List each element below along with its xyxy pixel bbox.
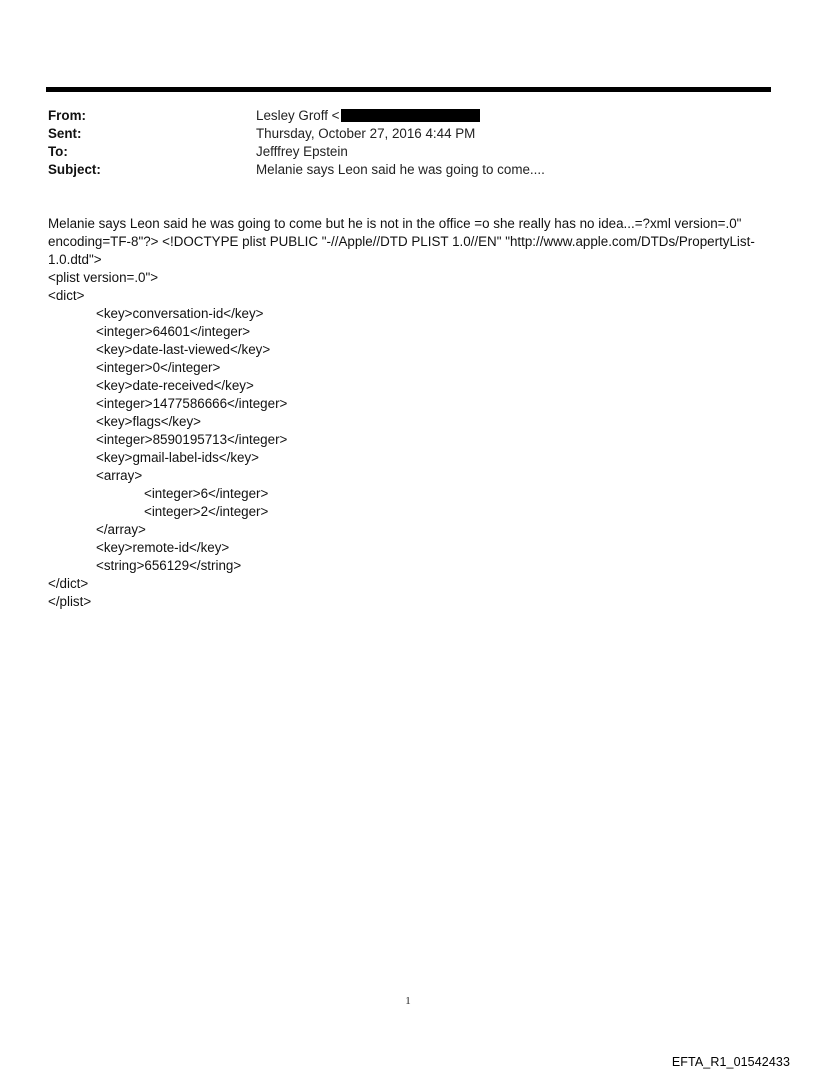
subject-row — [48, 161, 768, 179]
plist-line: <key>gmail-label-ids</key> — [96, 450, 260, 465]
plist-line: <integer>0</integer> — [96, 360, 221, 375]
plist-line: <integer>8590195713</integer> — [96, 432, 288, 447]
plist-line: <key>date-received</key> — [96, 378, 254, 393]
page-number: 1 — [405, 995, 411, 1007]
to-label: To: — [48, 144, 68, 159]
email-body — [48, 215, 768, 611]
sent-label: Sent: — [48, 126, 82, 141]
from-label: From: — [48, 108, 86, 123]
from-row — [48, 107, 768, 125]
plist-line: <key>flags</key> — [96, 414, 201, 429]
to-value: Jefffrey Epstein — [256, 144, 348, 159]
header-divider — [46, 87, 771, 92]
from-value — [256, 107, 768, 125]
email-header — [48, 107, 768, 179]
sent-value: Thursday, October 27, 2016 4:44 PM — [256, 126, 476, 141]
dict-close-line: </dict> — [48, 576, 89, 591]
plist-open-line: <plist version=.0"> — [48, 270, 159, 285]
plist-line: <integer>2</integer> — [144, 504, 269, 519]
to-row — [48, 143, 768, 161]
plist-line: <array> — [96, 468, 143, 483]
plist-line: <integer>64601</integer> — [96, 324, 251, 339]
plist-line: <integer>1477586666</integer> — [96, 396, 288, 411]
body-paragraph: Melanie says Leon said he was going to come but he is not in the office =o she really has no idea...=?xml version=.0" encoding=TF-8"?> <!DOCTYPE plist PUBLIC "-//Apple//DTD PLIST 1.0//EN" "http://www.apple.com/DTDs/PropertyList-1.0.dtd"> — [48, 216, 755, 267]
subject-value: Melanie says Leon said he was going to come.... — [256, 162, 545, 177]
sent-row — [48, 125, 768, 143]
plist-line: </array> — [96, 522, 146, 537]
from-sender-name: Lesley Groff < — [256, 108, 340, 123]
subject-label: Subject: — [48, 162, 101, 177]
plist-line: <key>conversation-id</key> — [96, 306, 264, 321]
plist-line: <string>656129</string> — [96, 558, 242, 573]
plist-line: <key>remote-id</key> — [96, 540, 230, 555]
plist-close-line: </plist> — [48, 594, 92, 609]
redaction-block — [341, 109, 480, 122]
plist-line: <key>date-last-viewed</key> — [96, 342, 271, 357]
document-id: EFTA_R1_01542433 — [671, 1055, 790, 1069]
dict-open-line: <dict> — [48, 288, 85, 303]
plist-line: <integer>6</integer> — [144, 486, 269, 501]
